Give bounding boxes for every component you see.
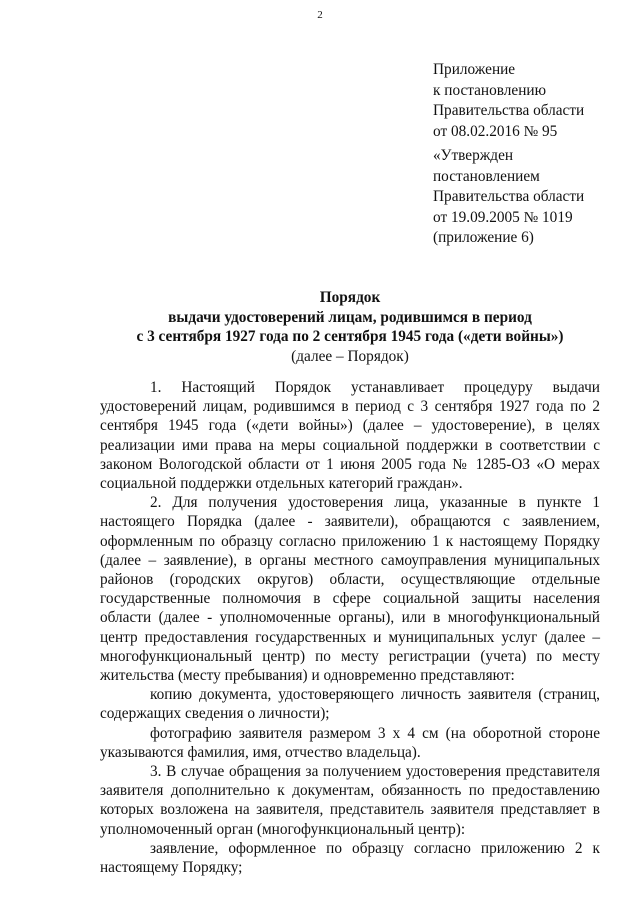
title-subline: (далее – Порядок) xyxy=(291,347,409,365)
approved-block xyxy=(433,146,633,249)
paragraph: 1. Настоящий Порядок устанавливает процедуру выдачи удостоверений лицам, родившимся в период с 3 сентября 1927 года по 2 сентября 1945 года («дети войны») (далее – удостоверение), в целях реализации ими права на меры социальной поддержки в соответствии с законом Вологодской области от 1 июня 2005 года № 1285-ОЗ «О мерах социальной поддержки отдельных категорий граждан». xyxy=(100,379,600,493)
approved-line: «Утвержден xyxy=(433,147,514,164)
appendix-line: к постановлению xyxy=(433,81,547,99)
title-line: выдачи удостоверений лицам, родившимся в период xyxy=(168,308,532,326)
approved-line: от 19.09.2005 № 1019 xyxy=(433,208,573,226)
paragraph: 3. В случае обращения за получением удостоверения представителя заявителя дополнительно к документам, обязанность по предоставлению которых возложена на заявителя, представитель заявителя представляет в уполномоченный орган (многофункциональный центр): xyxy=(100,763,600,838)
title-line: с 3 сентября 1927 года по 2 сентября 1945 года («дети войны») xyxy=(136,328,564,345)
appendix-line: Правительства области xyxy=(433,102,585,119)
appendix-block xyxy=(433,60,633,142)
paragraph: 2. Для получения удостоверения лица, указанные в пункте 1 настоящего Порядка (далее - заявители), обращаются с заявлением, оформленным по образцу согласно приложению 1 к настоящему Порядку (далее – заявление), в органы местного самоуправления муниципальных районов (городских округов) области, осуществляющие отдельные государственные полномочия в сфере социальной защиты населения области (далее - уполномоченные органы), или в многофункциональный центр предоставления государственных и муниципальных услуг (далее – многофункциональный центр) по месту регистрации (учета) по месту жительства (месту пребывания) и одновременно представляют: xyxy=(100,494,600,685)
paragraph: копию документа, удостоверяющего личность заявителя (страниц, содержащих сведения о личности); xyxy=(100,686,600,723)
paragraph: заявление, оформленное по образцу согласно приложению 2 к настоящему Порядку; xyxy=(100,839,600,877)
approved-line: постановлением xyxy=(433,167,540,185)
page-number: 2 xyxy=(317,9,323,21)
appendix-line: Приложение xyxy=(433,61,516,78)
approved-line: Правительства области xyxy=(433,188,585,205)
approved-line: (приложение 6) xyxy=(433,229,534,246)
paragraph: фотографию заявителя размером 3 х 4 см (на оборотной стороне указываются фамилия, имя, отчество владельца). xyxy=(100,724,600,761)
appendix-line: от 08.02.2016 № 95 xyxy=(433,122,558,140)
title-line: Порядок xyxy=(319,289,381,306)
document-title xyxy=(100,288,600,366)
document-body xyxy=(100,378,600,877)
